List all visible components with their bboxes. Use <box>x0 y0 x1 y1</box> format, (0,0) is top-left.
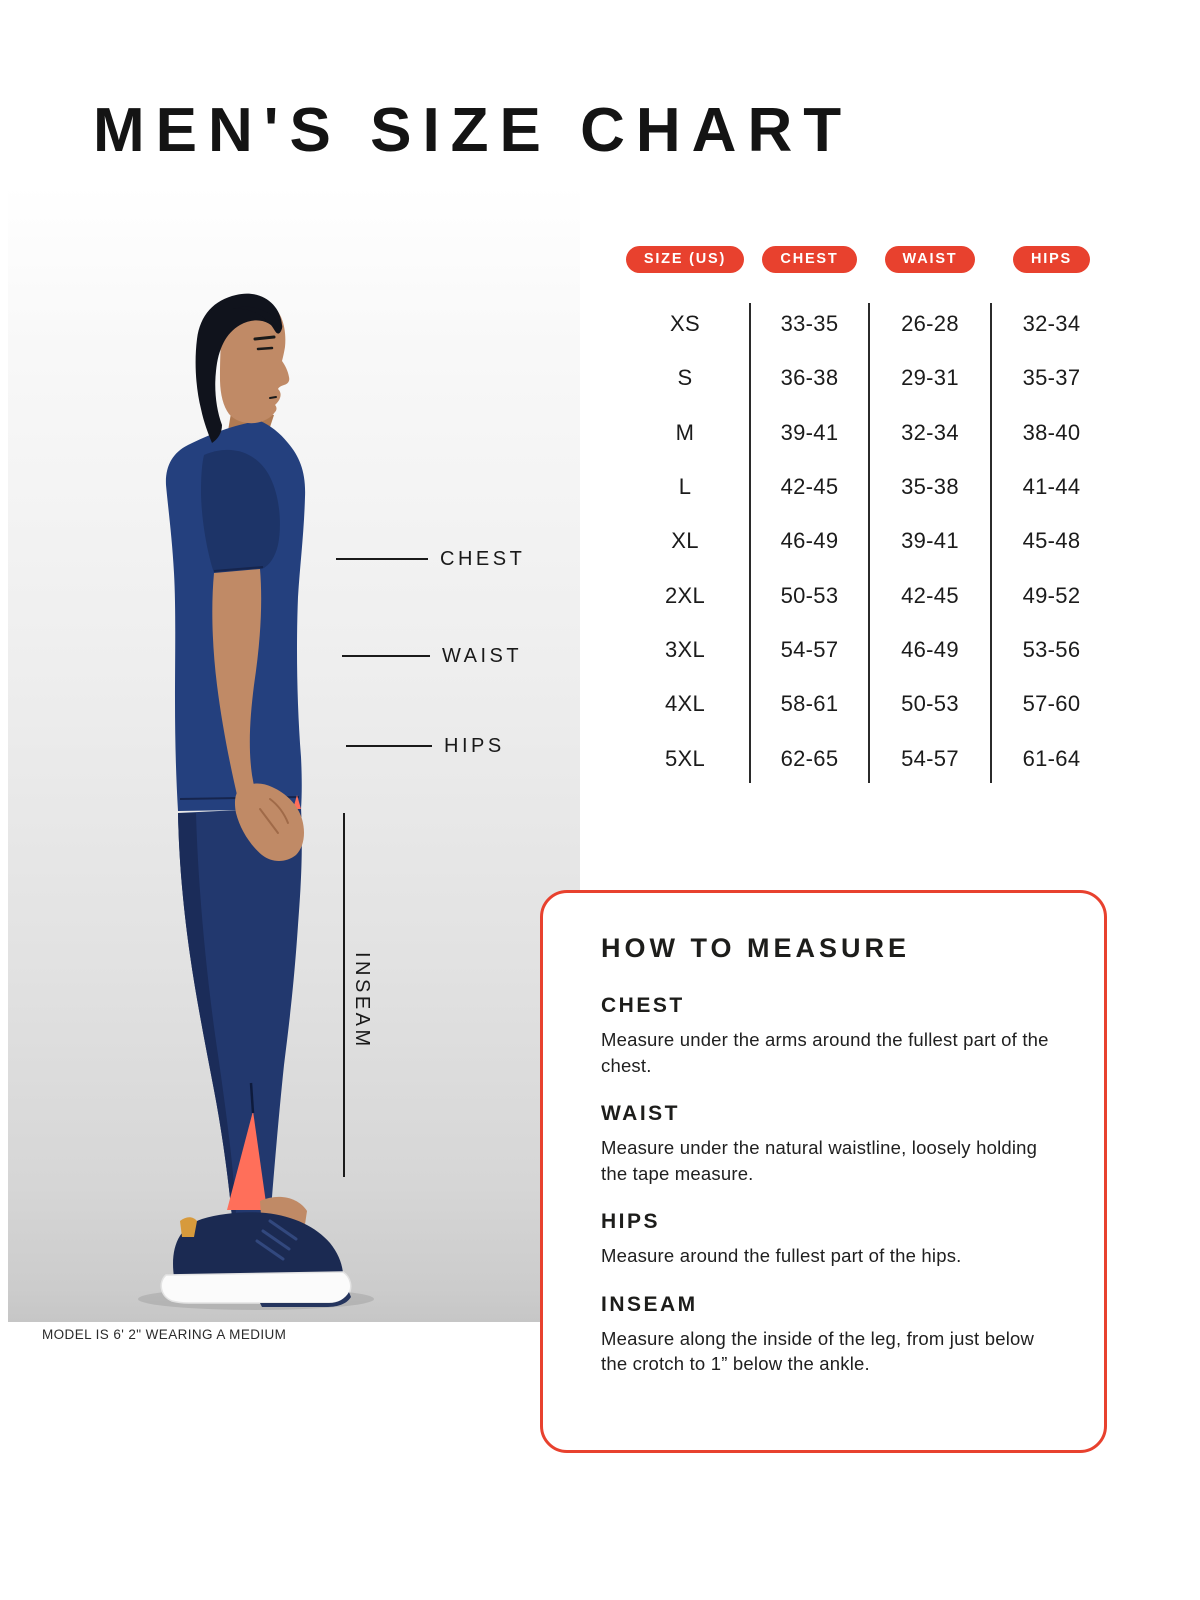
chest-cell: 50-53 <box>780 582 839 608</box>
waist-cell: 39-41 <box>901 528 959 554</box>
chest-cell: 36-38 <box>780 365 839 391</box>
chest-cell: 62-65 <box>780 745 839 771</box>
column-pill-hips: HIPS <box>1013 246 1090 273</box>
measure-heading-inseam: INSEAM <box>601 1292 698 1316</box>
measure-heading-hips: HIPS <box>601 1210 661 1234</box>
size-table-body <box>620 297 1112 786</box>
chest-label: CHEST <box>440 548 526 570</box>
chest-cell: 46-49 <box>780 528 839 554</box>
measure-text-inseam: Measure along the inside of the leg, from just below the crotch to 1” below the ankle. <box>601 1327 1035 1375</box>
measure-section-inseam <box>601 1293 1044 1377</box>
measure-text-chest: Measure under the arms around the fullest part of the chest. <box>601 1029 1049 1076</box>
waist-cell: 26-28 <box>901 311 959 337</box>
sneaker-upper <box>173 1212 343 1279</box>
size-cell: 4XL <box>664 691 706 717</box>
hips-cell: 61-64 <box>1022 745 1081 771</box>
hips-pointer-line <box>346 745 432 747</box>
column-pill-chest: CHEST <box>762 246 856 273</box>
size-table-header <box>620 245 1112 273</box>
size-cell: S <box>677 365 693 391</box>
hips-cell: 57-60 <box>1022 691 1081 717</box>
size-cell: L <box>678 474 692 500</box>
waist-pointer-line <box>342 655 430 657</box>
sneaker-heel-tab <box>180 1217 197 1237</box>
waist-cell: 29-31 <box>901 365 959 391</box>
sneaker-sole <box>161 1272 351 1303</box>
measure-heading-chest: CHEST <box>601 994 685 1017</box>
measure-text-hips: Measure around the fullest part of the hips. <box>601 1245 962 1267</box>
column-pill-waist: WAIST <box>885 246 976 273</box>
waist-cell: 54-57 <box>901 745 959 771</box>
hips-cell: 38-40 <box>1022 419 1081 445</box>
chest-cell: 54-57 <box>780 636 839 662</box>
how-to-measure-title: HOW TO MEASURE <box>601 933 911 963</box>
hips-cell: 41-44 <box>1022 474 1081 500</box>
chest-cell: 33-35 <box>780 311 839 337</box>
hips-cell: 32-34 <box>1022 311 1081 337</box>
page-title: MEN'S SIZE CHART <box>93 96 853 165</box>
measure-section-hips <box>601 1210 1044 1269</box>
inseam-pointer-line <box>343 813 345 1177</box>
hips-cell: 53-56 <box>1022 636 1081 662</box>
hips-cell: 49-52 <box>1022 582 1081 608</box>
model-caption: MODEL IS 6' 2" WEARING A MEDIUM <box>42 1327 287 1342</box>
measure-section-waist <box>601 1102 1044 1186</box>
chest-cell: 58-61 <box>780 691 839 717</box>
hips-label: HIPS <box>444 735 505 757</box>
column-pill-size: SIZE (US) <box>626 246 744 273</box>
size-cell: 3XL <box>664 636 706 662</box>
size-cell: XL <box>671 528 699 554</box>
hips-cell: 45-48 <box>1022 528 1081 554</box>
measure-heading-waist: WAIST <box>601 1102 680 1126</box>
size-cell: XS <box>670 311 700 337</box>
size-cell: 5XL <box>664 745 706 771</box>
waist-cell: 42-45 <box>901 582 959 608</box>
inseam-label: INSEAM <box>351 952 373 1050</box>
measure-text-waist: Measure under the natural waistline, loosely holding the tape measure. <box>601 1137 1038 1184</box>
waist-cell: 50-53 <box>901 691 959 717</box>
how-to-measure-box <box>540 890 1107 1453</box>
waist-cell: 32-34 <box>901 419 959 445</box>
size-cell: 2XL <box>664 582 706 608</box>
chest-cell: 42-45 <box>780 474 839 500</box>
measure-section-chest <box>601 994 1049 1078</box>
hips-cell: 35-37 <box>1022 365 1081 391</box>
waist-cell: 46-49 <box>901 636 959 662</box>
size-cell: M <box>675 419 695 445</box>
waist-label: WAIST <box>442 645 523 667</box>
chest-pointer-line <box>336 558 428 560</box>
waist-cell: 35-38 <box>901 474 959 500</box>
chest-cell: 39-41 <box>780 419 839 445</box>
